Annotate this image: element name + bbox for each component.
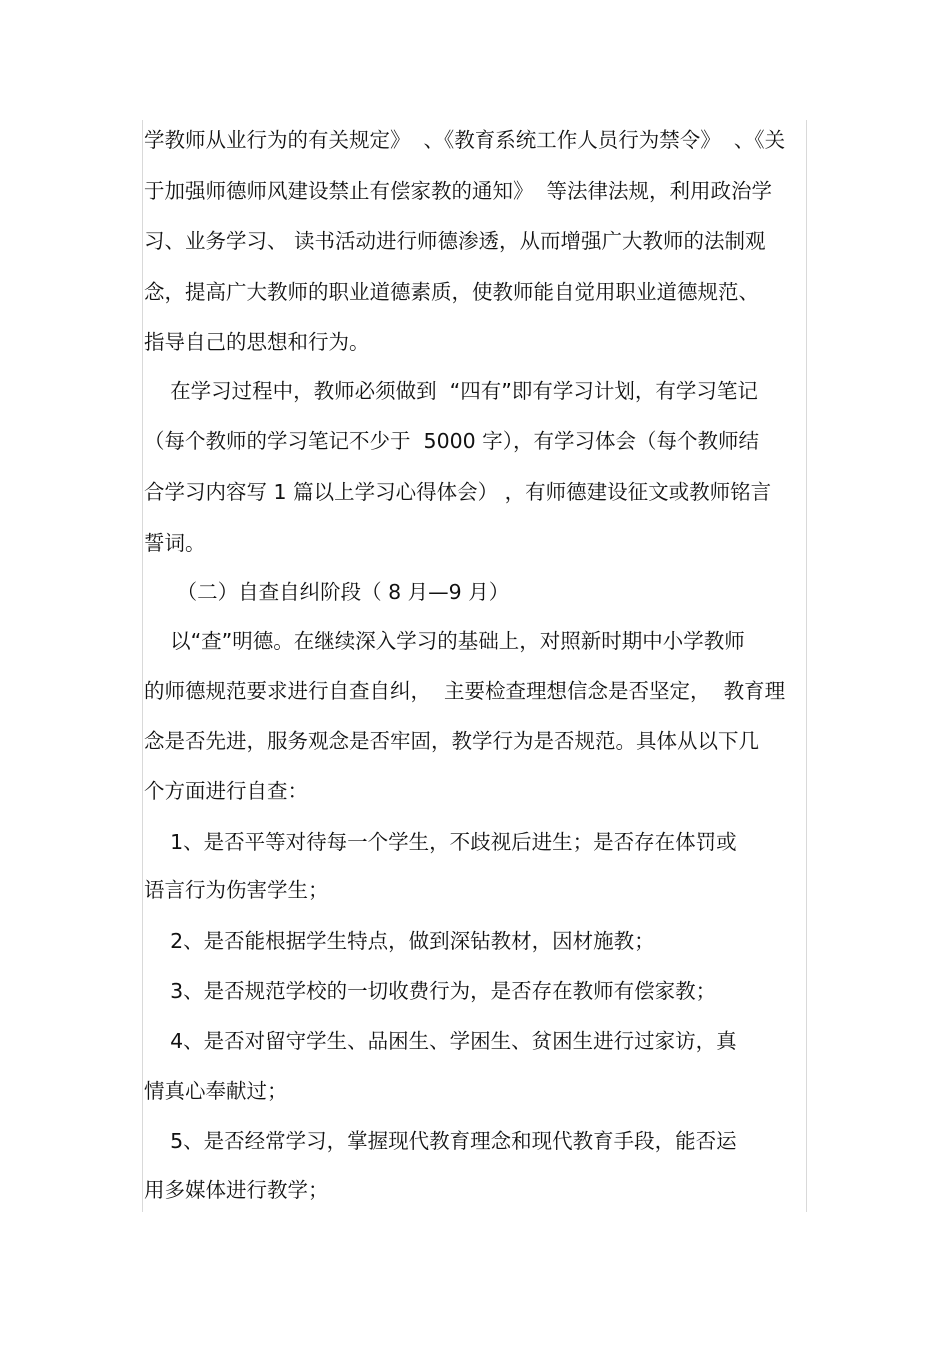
text-line: 念，提高广大教师的职业道德素质，使教师能自觉用职业道德规范、 <box>144 280 759 304</box>
text-line: 以“查”明德。在继续深入学习的基础上，对照新时期中小学教师 <box>144 629 745 653</box>
text-line: 个方面进行自查： <box>144 779 308 803</box>
text-line: 情真心奉献过； <box>144 1079 288 1103</box>
text-line: 念是否先进，服务观念是否牢固，教学行为是否规范。具体从以下几 <box>144 729 759 753</box>
page-border-right <box>806 120 807 1212</box>
text-line: 指导自己的思想和行为。 <box>144 330 370 354</box>
page-border-left <box>142 120 143 1212</box>
list-item: 2、是否能根据学生特点，做到深钻教材，因材施教； <box>144 929 655 953</box>
text-line: 习、业务学习、 读书活动进行师德渗透，从而增强广大教师的法制观 <box>144 229 766 253</box>
text-line: 的师德规范要求进行自查自纠， 主要检查理想信念是否坚定， 教育理 <box>144 679 786 703</box>
text-line: 用多媒体进行教学； <box>144 1178 329 1202</box>
list-item: 3、是否规范学校的一切收费行为，是否存在教师有偿家教； <box>144 979 717 1003</box>
list-item: 5、是否经常学习，掌握现代教育理念和现代教育手段，能否运 <box>144 1129 737 1153</box>
text-line: 誓词。 <box>144 531 206 555</box>
text-line: 学教师从业行为的有关规定》 、《教育系统工作人员行为禁令》 、《关 <box>144 128 786 152</box>
text-line: 合学习内容写 1 篇以上学习心得体会） ，有师德建设征文或教师铭言 <box>144 480 772 504</box>
text-line: （每个教师的学习笔记不少于 5000 字），有学习体会（每个教师结 <box>144 429 759 453</box>
text-line: 在学习过程中，教师必须做到 “四有”即有学习计划，有学习笔记 <box>144 379 758 403</box>
text-line: 于加强师德师风建设禁止有偿家教的通知》 等法律法规，利用政治学 <box>144 179 773 203</box>
section-heading: （二）自查自纠阶段（ 8 月—9 月） <box>144 580 510 604</box>
list-item: 4、是否对留守学生、品困生、学困生、贫困生进行过家访，真 <box>144 1029 737 1053</box>
list-item: 1、是否平等对待每一个学生，不歧视后进生；是否存在体罚或 <box>144 830 737 854</box>
text-line: 语言行为伤害学生； <box>144 878 329 902</box>
